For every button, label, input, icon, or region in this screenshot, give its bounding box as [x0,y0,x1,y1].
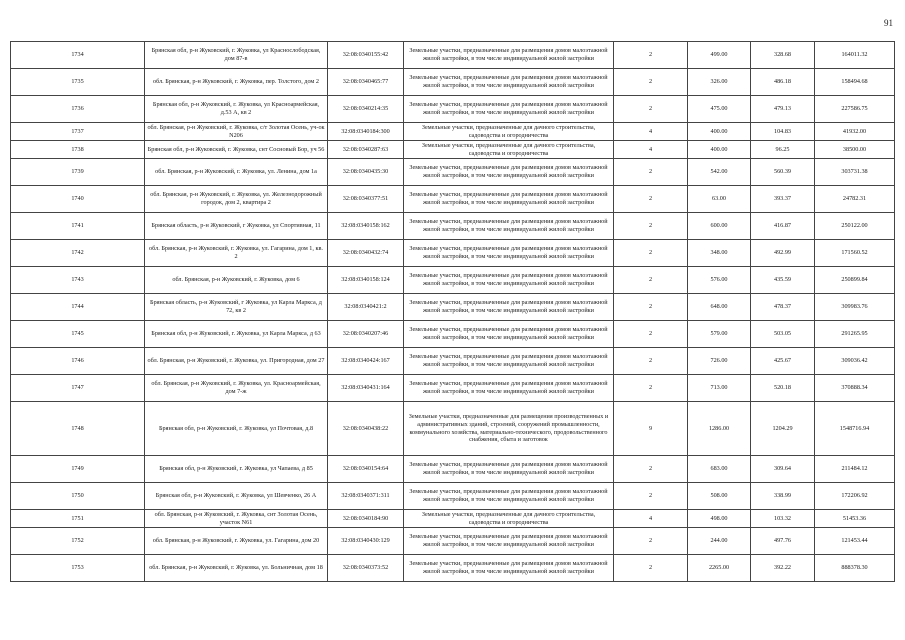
address-cell: Брянская обл, р-н Жуковский, г. Жуковка, ул Почтовая, д.8 [145,402,328,456]
category-cell: 4 [614,141,688,159]
table-row [11,510,895,528]
table-row [11,42,895,69]
area-cell: 497.76 [751,528,815,555]
permitted-use-cell: Земельные участки, предназначенные для размещения домов малоэтажной жилой застройки, в том числе индивидуальной жилой застройки [404,213,614,240]
category-cell: 2 [614,321,688,348]
permitted-use-cell: Земельные участки, предназначенные для размещения домов малоэтажной жилой застройки, в том числе индивидуальной жилой застройки [404,42,614,69]
table-row [11,555,895,582]
table-row [11,159,895,186]
cadastral-value-cell: 172206.92 [815,483,895,510]
cadastral-number-cell: 32:08:0340287:63 [328,141,404,159]
table-row [11,186,895,213]
rate-cell: 348.00 [688,240,751,267]
category-cell: 2 [614,483,688,510]
address-cell: обл. Брянская, р-н Жуковский, г. Жуковка, ул. Железнодорожный городок, дом 2, квартира 2 [145,186,328,213]
cadastral-value-cell: 309036.42 [815,348,895,375]
row-number-cell: 1749 [11,456,145,483]
cadastral-value-cell: 51453.36 [815,510,895,528]
category-cell: 2 [614,375,688,402]
permitted-use-cell: Земельные участки, предназначенные для размещения домов малоэтажной жилой застройки, в том числе индивидуальной жилой застройки [404,528,614,555]
area-cell: 96.25 [751,141,815,159]
category-cell: 2 [614,159,688,186]
address-cell: обл. Брянская, р-н Жуковский, г. Жуковка, ул. Больничная, дом 18 [145,555,328,582]
area-cell: 416.87 [751,213,815,240]
row-number-cell: 1734 [11,42,145,69]
cadastral-number-cell: 32:08:0340158:162 [328,213,404,240]
permitted-use-cell: Земельные участки, предназначенные для размещения домов малоэтажной жилой застройки, в том числе индивидуальной жилой застройки [404,348,614,375]
address-cell: обл. Брянская, р-н Жуковский, г. Жуковка, дом 6 [145,267,328,294]
area-cell: 392.22 [751,555,815,582]
permitted-use-cell: Земельные участки, предназначенные для размещения домов малоэтажной жилой застройки, в том числе индивидуальной жилой застройки [404,294,614,321]
area-cell: 425.67 [751,348,815,375]
rate-cell: 600.00 [688,213,751,240]
cadastral-number-cell: 32:08:0340432:74 [328,240,404,267]
rate-cell: 1286.00 [688,402,751,456]
table-row [11,96,895,123]
area-cell: 520.18 [751,375,815,402]
table-row [11,456,895,483]
cadastral-number-cell: 32:08:0340421:2 [328,294,404,321]
rate-cell: 498.00 [688,510,751,528]
cadastral-number-cell: 32:08:0340435:30 [328,159,404,186]
address-cell: Брянская обл, р-н Жуковский, г. Жуковка, ул Шевченко, 26 А [145,483,328,510]
category-cell: 2 [614,69,688,96]
row-number-cell: 1751 [11,510,145,528]
cadastral-number-cell: 32:08:0340155:42 [328,42,404,69]
cadastral-number-cell: 32:08:0340424:167 [328,348,404,375]
table-row [11,402,895,456]
cadastral-value-cell: 164011.32 [815,42,895,69]
cadastral-value-cell: 171560.52 [815,240,895,267]
permitted-use-cell: Земельные участки, предназначенные для размещения домов малоэтажной жилой застройки, в том числе индивидуальной жилой застройки [404,555,614,582]
land-registry-table [10,41,895,582]
address-cell: обл. Брянская, р-н Жуковский, г. Жуковка, ул. Гагарина, дом 1, кв. 2 [145,240,328,267]
rate-cell: 63.00 [688,186,751,213]
cadastral-value-cell: 24782.31 [815,186,895,213]
rate-cell: 400.00 [688,141,751,159]
address-cell: обл. Брянская, р-н Жуковский, г. Жуковка, ул. Ленина, дом 1а [145,159,328,186]
category-cell: 2 [614,213,688,240]
cadastral-number-cell: 32:08:0340465:77 [328,69,404,96]
category-cell: 2 [614,42,688,69]
cadastral-value-cell: 227586.75 [815,96,895,123]
permitted-use-cell: Земельные участки, предназначенные для размещения домов малоэтажной жилой застройки, в том числе индивидуальной жилой застройки [404,186,614,213]
area-cell: 478.37 [751,294,815,321]
row-number-cell: 1747 [11,375,145,402]
rate-cell: 499.00 [688,42,751,69]
row-number-cell: 1748 [11,402,145,456]
row-number-cell: 1750 [11,483,145,510]
address-cell: обл. Брянская, р-н Жуковский, г. Жуковка, ул. Пригородная, дом 27 [145,348,328,375]
cadastral-value-cell: 41932.00 [815,123,895,141]
permitted-use-cell: Земельные участки, предназначенные для размещения домов малоэтажной жилой застройки, в том числе индивидуальной жилой застройки [404,240,614,267]
cadastral-value-cell: 250122.00 [815,213,895,240]
address-cell: Брянская область, р-н Жуковский, г Жуковка, ул Карла Маркса, д 72, кв 2 [145,294,328,321]
category-cell: 2 [614,240,688,267]
permitted-use-cell: Земельные участки, предназначенные для размещения домов малоэтажной жилой застройки, в том числе индивидуальной жилой застройки [404,69,614,96]
table-row [11,483,895,510]
row-number-cell: 1752 [11,528,145,555]
cadastral-number-cell: 32:08:0340373:52 [328,555,404,582]
area-cell: 1204.29 [751,402,815,456]
cadastral-number-cell: 32:08:0340184:90 [328,510,404,528]
table-body [11,42,895,582]
row-number-cell: 1746 [11,348,145,375]
cadastral-number-cell: 32:08:0340438:22 [328,402,404,456]
permitted-use-cell: Земельные участки, предназначенные для размещения домов малоэтажной жилой застройки, в том числе индивидуальной жилой застройки [404,159,614,186]
cadastral-value-cell: 38500.00 [815,141,895,159]
rate-cell: 579.00 [688,321,751,348]
address-cell: обл. Брянская, р-н Жуковский, г. Жуковка, с/т Золотая Осень, уч-ок N206 [145,123,328,141]
address-cell: Брянская обл, р-н Жуковский, г. Жуковка, ул Карла Маркса, д 63 [145,321,328,348]
cadastral-number-cell: 32:08:0340207:46 [328,321,404,348]
address-cell: обл. Брянская, р-н Жуковский, г. Жуковка, ул. Гагарина, дом 20 [145,528,328,555]
rate-cell: 726.00 [688,348,751,375]
row-number-cell: 1739 [11,159,145,186]
permitted-use-cell: Земельные участки, предназначенные для размещения домов малоэтажной жилой застройки, в том числе индивидуальной жилой застройки [404,321,614,348]
rate-cell: 542.00 [688,159,751,186]
permitted-use-cell: Земельные участки, предназначенные для размещения домов малоэтажной жилой застройки, в том числе индивидуальной жилой застройки [404,375,614,402]
address-cell: Брянская обл, р-н Жуковский, г. Жуковка, ул Чапаева, д 85 [145,456,328,483]
table-row [11,321,895,348]
table-row [11,141,895,159]
area-cell: 309.64 [751,456,815,483]
address-cell: Брянская обл, р-н Жуковский, г. Жуковка, ул Краснослободская, дом 87-в [145,42,328,69]
row-number-cell: 1738 [11,141,145,159]
area-cell: 328.68 [751,42,815,69]
table-row [11,294,895,321]
category-cell: 2 [614,267,688,294]
table-row [11,528,895,555]
area-cell: 479.13 [751,96,815,123]
permitted-use-cell: Земельные участки, предназначенные для дачного строительства, садоводства и огородничества [404,141,614,159]
category-cell: 4 [614,510,688,528]
address-cell: обл. Брянская, р-н Жуковский, г. Жуковка, ул. Красноармейская, дом 7-ж [145,375,328,402]
address-cell: обл. Брянская, р-н Жуковский, г. Жуковка, пер. Толстого, дом 2 [145,69,328,96]
category-cell: 2 [614,96,688,123]
permitted-use-cell: Земельные участки, предназначенные для дачного строительства, садоводства и огородничества [404,510,614,528]
row-number-cell: 1753 [11,555,145,582]
category-cell: 2 [614,528,688,555]
cadastral-value-cell: 211484.12 [815,456,895,483]
address-cell: Брянская обл, р-н Жуковский, г. Жуковка, снт Сосновый Бор, уч 56 [145,141,328,159]
address-cell: Брянская область, р-н Жуковский, г Жуковка, ул Спортивная, 11 [145,213,328,240]
cadastral-value-cell: 309983.76 [815,294,895,321]
cadastral-value-cell: 158494.68 [815,69,895,96]
cadastral-number-cell: 32:08:0340430:129 [328,528,404,555]
cadastral-number-cell: 32:08:0340154:64 [328,456,404,483]
row-number-cell: 1745 [11,321,145,348]
rate-cell: 713.00 [688,375,751,402]
cadastral-number-cell: 32:08:0340377:51 [328,186,404,213]
rate-cell: 326.00 [688,69,751,96]
row-number-cell: 1736 [11,96,145,123]
permitted-use-cell: Земельные участки, предназначенные для размещения производственных и административных зданий, строений, сооружений промышленности, коммунального хозяйства, материально-технического, продовольственного снабжения, сбыта и заготовок [404,402,614,456]
area-cell: 560.39 [751,159,815,186]
area-cell: 503.05 [751,321,815,348]
cadastral-number-cell: 32:08:0340184:300 [328,123,404,141]
rate-cell: 244.00 [688,528,751,555]
category-cell: 4 [614,123,688,141]
address-cell: Брянская обл, р-н Жуковский, г. Жуковка, ул Красноармейская, д.53 А, кв 2 [145,96,328,123]
page-number: 91 [884,18,893,28]
table-row [11,213,895,240]
cadastral-value-cell: 250899.84 [815,267,895,294]
category-cell: 2 [614,294,688,321]
permitted-use-cell: Земельные участки, предназначенные для размещения домов малоэтажной жилой застройки, в том числе индивидуальной жилой застройки [404,96,614,123]
cadastral-value-cell: 888378.30 [815,555,895,582]
cadastral-value-cell: 303731.38 [815,159,895,186]
cadastral-number-cell: 32:08:0340214:35 [328,96,404,123]
row-number-cell: 1744 [11,294,145,321]
rate-cell: 475.00 [688,96,751,123]
rate-cell: 683.00 [688,456,751,483]
area-cell: 393.37 [751,186,815,213]
cadastral-value-cell: 121453.44 [815,528,895,555]
rate-cell: 508.00 [688,483,751,510]
table-row [11,375,895,402]
permitted-use-cell: Земельные участки, предназначенные для размещения домов малоэтажной жилой застройки, в том числе индивидуальной жилой застройки [404,456,614,483]
category-cell: 2 [614,186,688,213]
area-cell: 486.18 [751,69,815,96]
category-cell: 2 [614,456,688,483]
cadastral-number-cell: 32:08:0340431:164 [328,375,404,402]
area-cell: 104.83 [751,123,815,141]
cadastral-value-cell: 1548716.94 [815,402,895,456]
rate-cell: 576.00 [688,267,751,294]
area-cell: 338.99 [751,483,815,510]
table-row [11,267,895,294]
area-cell: 103.32 [751,510,815,528]
row-number-cell: 1743 [11,267,145,294]
table-row [11,240,895,267]
rate-cell: 2265.00 [688,555,751,582]
permitted-use-cell: Земельные участки, предназначенные для дачного строительства, садоводства и огородничества [404,123,614,141]
cadastral-value-cell: 370888.34 [815,375,895,402]
permitted-use-cell: Земельные участки, предназначенные для размещения домов малоэтажной жилой застройки, в том числе индивидуальной жилой застройки [404,483,614,510]
category-cell: 2 [614,348,688,375]
permitted-use-cell: Земельные участки, предназначенные для размещения домов малоэтажной жилой застройки, в том числе индивидуальной жилой застройки [404,267,614,294]
area-cell: 435.59 [751,267,815,294]
row-number-cell: 1735 [11,69,145,96]
row-number-cell: 1737 [11,123,145,141]
table-row [11,69,895,96]
table-row [11,348,895,375]
category-cell: 9 [614,402,688,456]
cadastral-value-cell: 291265.95 [815,321,895,348]
area-cell: 492.99 [751,240,815,267]
rate-cell: 648.00 [688,294,751,321]
category-cell: 2 [614,555,688,582]
row-number-cell: 1740 [11,186,145,213]
cadastral-number-cell: 32:08:0340371:311 [328,483,404,510]
row-number-cell: 1741 [11,213,145,240]
cadastral-number-cell: 32:08:0340158:124 [328,267,404,294]
table-row [11,123,895,141]
address-cell: обл. Брянская, р-н Жуковский, г. Жуковка, снт Золотая Осень, участок N61 [145,510,328,528]
row-number-cell: 1742 [11,240,145,267]
rate-cell: 400.00 [688,123,751,141]
